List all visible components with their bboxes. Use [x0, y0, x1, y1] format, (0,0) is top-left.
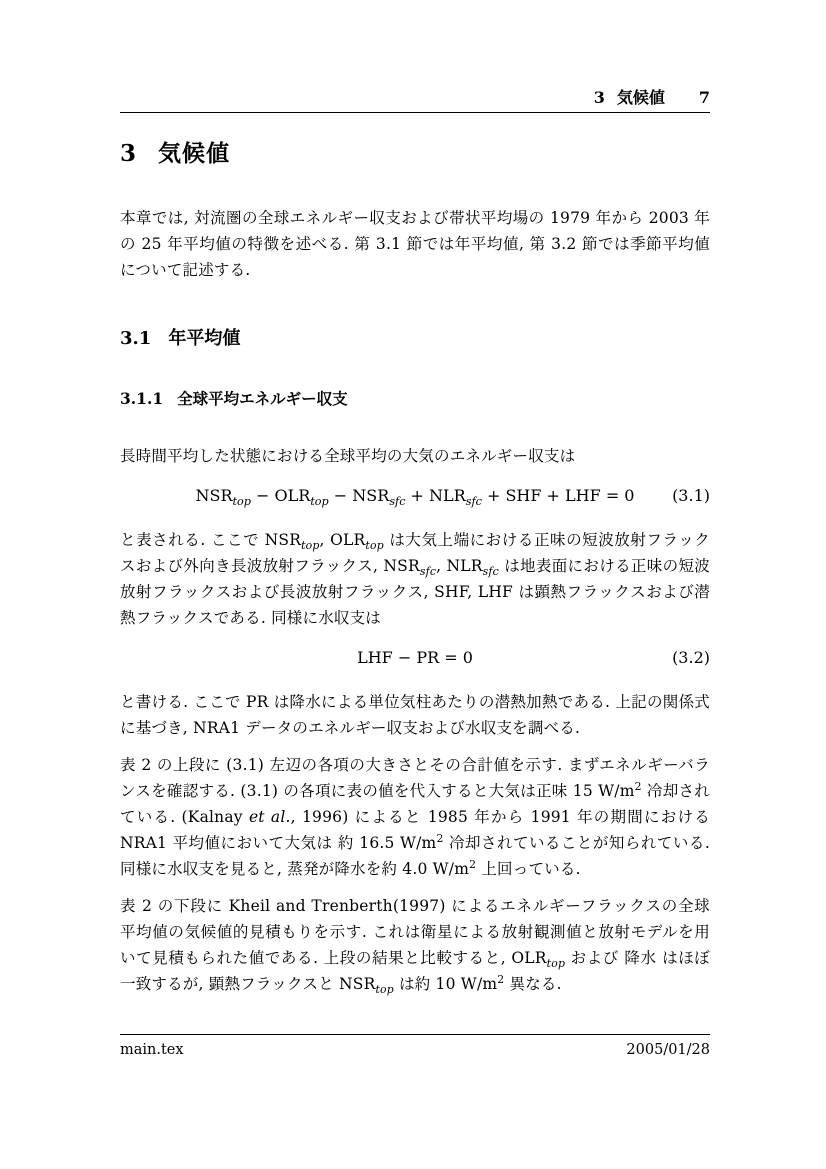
- subsection-heading: [120, 327, 710, 351]
- equation-3-1-number: (3.1): [672, 486, 710, 505]
- flux-description-paragraph: と表される. ここで $NSR_{top}$, $OLR_{top}$ は大気上端における正味の短波放射フラックスおよび外向き長波放射フラックス, $NSR_{sfc}$, $NLR_{sfc}$ は地表面における正味の短波放射フラックスおよび長波放射フラックス, SHF, LHF は顕熱フラックスおよび潜熱フラックスである. 同様に水収支は: [120, 531, 710, 627]
- footer-filename: main.tex: [120, 1042, 184, 1058]
- energy-intro-paragraph: 長時間平均した状態における全球平均の大気のエネルギー収支は: [120, 447, 576, 465]
- running-header-section-number: 3: [593, 88, 605, 107]
- subsubsection-title-text: 全球平均エネルギー収支: [177, 390, 348, 408]
- equation-3-1: [120, 482, 710, 510]
- section-heading: [120, 139, 710, 169]
- subsubsection-number: 3.1.1: [120, 389, 164, 408]
- subsection-title-text: 年平均値: [168, 328, 241, 349]
- equation-3-2: [120, 644, 710, 672]
- table-lower-paragraph: 表 2 の下段に Kheil and Trenberth(1997) によるエネルギーフラックスの全球平均値の気候値的見積もりを示す. これは衛星による放射観測値と放射モデルを用いて見積もられた値である. 上段の結果と比較すると, $OLR_{top}$ および 降水 はほぼ一致するが, 顕熱フラックスと $NSR_{top}$ は約 10 $W/m^2$ 異なる.: [120, 897, 711, 997]
- subsubsection-heading: [120, 388, 710, 410]
- equation-3-2-number: (3.2): [672, 648, 710, 667]
- intro-paragraph: 本章では, 対流圏の全球エネルギー収支および帯状平均場の 1979 年から 2003 年の 25 年平均値の特徴を述べる. 第 3.1 節では年平均値, 第 3.2 節では季節平均値について記述する.: [120, 209, 710, 279]
- page-content: [120, 0, 710, 997]
- equation-3-2-body: LHF − PR = 0: [357, 648, 473, 667]
- footer-date: 2005/01/28: [626, 1042, 710, 1058]
- page-number: 7: [698, 88, 710, 107]
- table-upper-paragraph: 表 2 の上段に (3.1) 左辺の各項の大きさとその合計値を示す. まずエネルギーバランスを確認する. (3.1) の各項に表の値を代入すると大気は正味 15 $W/m^2$ 冷却されている. (Kalnay et al., 1996) によると 1985 年から 1991 年の期間における NRA1 平均値において大気は 約 16.5 $W/m^2$ 冷却されていることが知られている. 同様に水収支を見ると, 蒸発が降水を約 4.0 $W/m^2$ 上回っている.: [120, 756, 710, 878]
- subsection-number: 3.1: [120, 328, 152, 349]
- page-footer: [120, 1034, 710, 1060]
- water-budget-paragraph: と書ける. ここで PR は降水による単位気柱あたりの潜熱加熱である. 上記の関係式に基づき, NRA1 データのエネルギー収支および水収支を調べる.: [120, 693, 710, 737]
- section-number: 3: [120, 140, 137, 167]
- section-title-text: 気候値: [158, 141, 231, 167]
- header-rule: [120, 112, 710, 113]
- running-header: [120, 88, 710, 108]
- equation-3-1-body: $NSR_{top} - OLR_{top} - NSR_{sfc} + NLR_{sfc}$ + SHF + LHF = 0: [195, 486, 635, 509]
- running-header-section-title: 気候値: [616, 88, 665, 107]
